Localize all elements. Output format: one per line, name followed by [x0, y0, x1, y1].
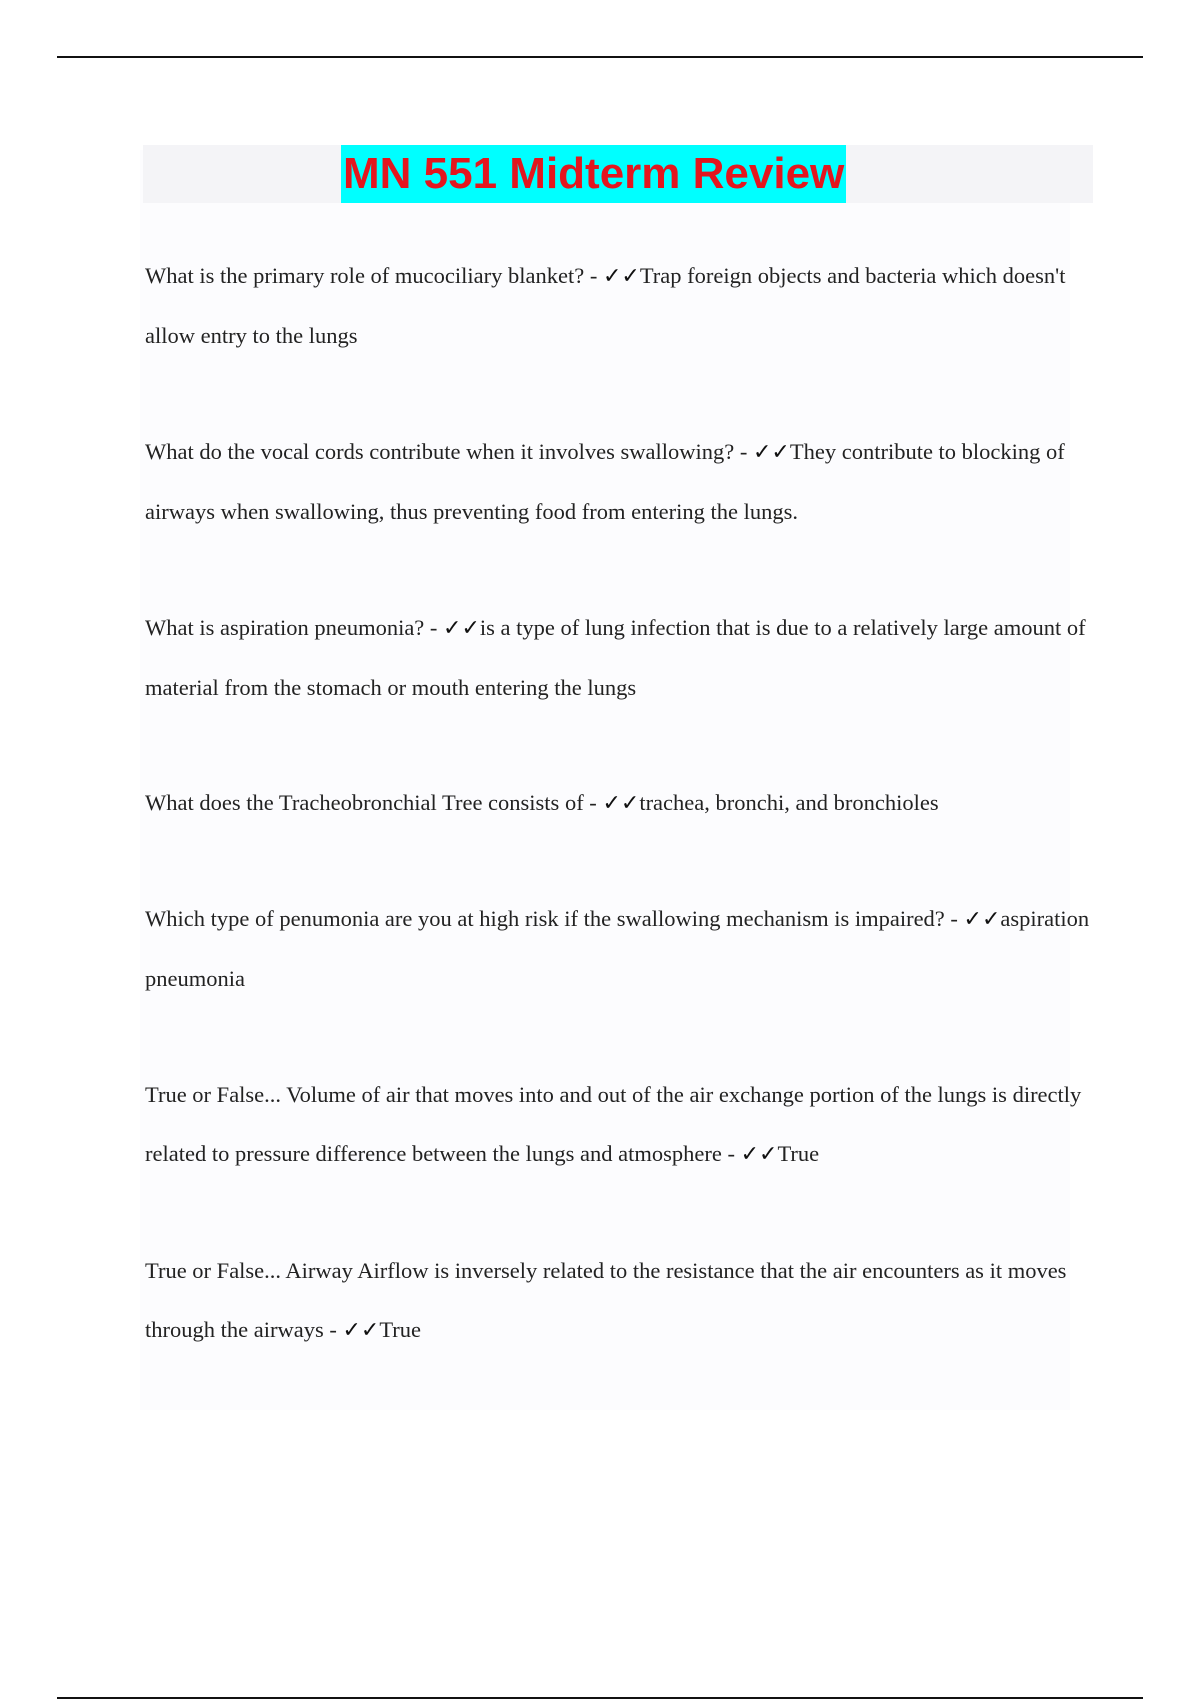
answer-text: is a type of lung infection that is due to a relatively large amount of material from the stomach or mouth entering the lungs — [145, 615, 1086, 700]
question-text: What does the Tracheobronchial Tree consists of - — [145, 790, 603, 815]
qa-item — [145, 1065, 1090, 1184]
answer-text: aspiration pneumonia — [145, 906, 1090, 991]
answer-text: They contribute to blocking of airways when swallowing, thus preventing food from entering the lungs. — [145, 439, 1065, 524]
double-check-icon: ✓✓ — [963, 907, 1001, 932]
question-text: True or False... Airway Airflow is inversely related to the resistance that the air encounters as it moves through the airways - — [145, 1258, 1067, 1342]
answer-text: True — [777, 1141, 820, 1166]
answer-text: trachea, bronchi, and bronchioles — [639, 790, 939, 815]
double-check-icon: ✓✓ — [740, 1142, 778, 1167]
question-text: What is aspiration pneumonia? - — [145, 615, 444, 640]
bottom-rule — [57, 1697, 1143, 1699]
document-title: MN 551 Midterm Review — [341, 145, 846, 203]
qa-item — [145, 246, 1090, 365]
answer-text: True — [379, 1317, 422, 1342]
top-rule — [57, 56, 1143, 58]
qa-item — [145, 773, 1090, 833]
qa-item — [145, 1241, 1090, 1360]
double-check-icon: ✓✓ — [602, 264, 640, 289]
double-check-icon: ✓✓ — [752, 440, 790, 465]
qa-item — [145, 889, 1090, 1008]
double-check-icon: ✓✓ — [342, 1318, 380, 1343]
question-text: True or False... Volume of air that moves into and out of the air exchange portion of the lungs is directly related to pressure difference between the lungs and atmosphere - — [145, 1082, 1082, 1166]
question-text: What do the vocal cords contribute when it involves swallowing? - — [145, 439, 753, 464]
double-check-icon: ✓✓ — [443, 616, 480, 641]
qa-item — [145, 422, 1090, 541]
question-text: What is the primary role of mucociliary blanket? - — [145, 263, 603, 288]
qa-item — [145, 598, 1090, 717]
double-check-icon: ✓✓ — [602, 791, 640, 816]
answer-text: Trap foreign objects and bacteria which doesn't allow entry to the lungs — [145, 263, 1066, 348]
question-text: Which type of penumonia are you at high risk if the swallowing mechanism is impaired? - — [145, 906, 964, 931]
